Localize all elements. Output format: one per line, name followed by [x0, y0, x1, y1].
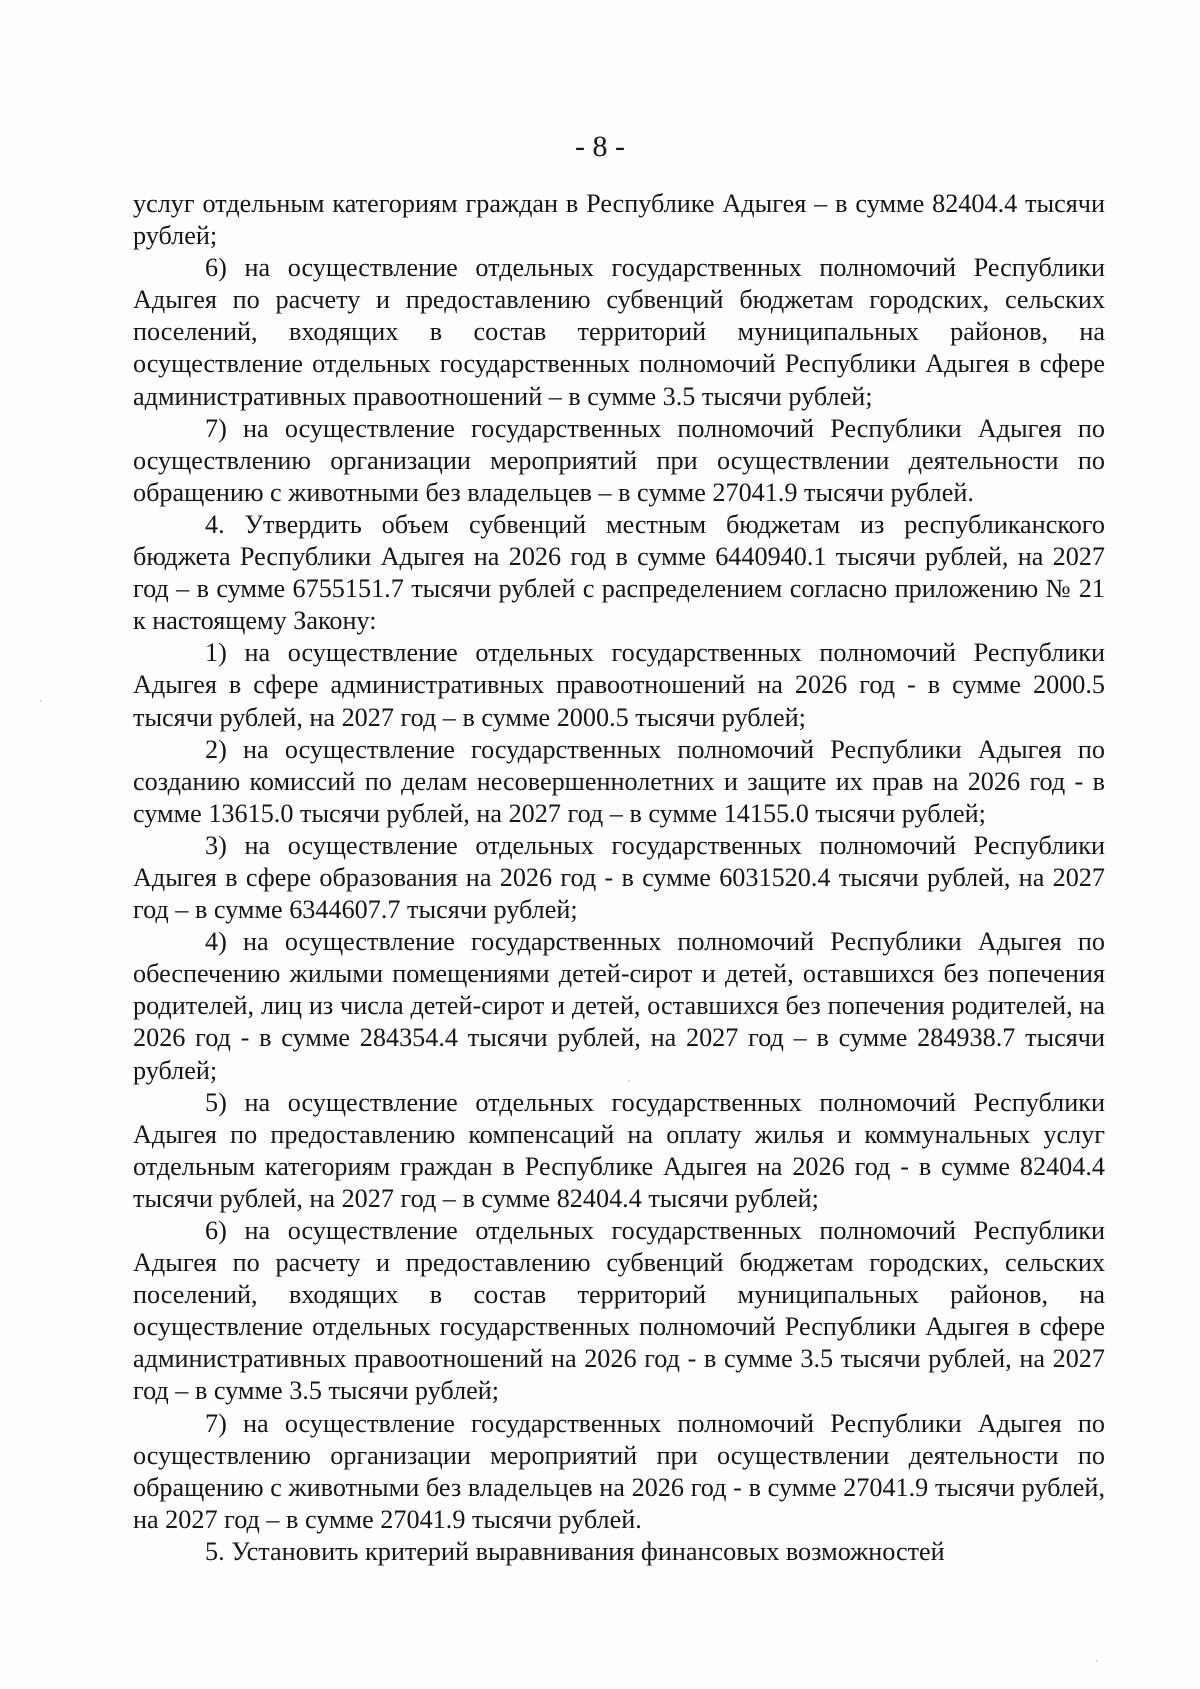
scan-speck [40, 700, 42, 702]
paragraph: 2) на осуществление государственных полномочий Республики Адыгея по созданию комиссий по делам несовершеннолетних и защите их прав на 2026 год - в сумме 13615.0 тысячи рублей, на 2027 год – в сумме 14155.0 тысячи рублей; [133, 734, 1105, 828]
paragraph: 4) на осуществление государственных полномочий Республики Адыгея по обеспечению жилыми помещениями детей-сирот и детей, оставшихся без попечения родителей, лиц из числа детей-сирот и детей, оставшихся без попечения родителей, на 2026 год - в сумме 284354.4 тысячи рублей, на 2027 год – в сумме 284938.7 тысячи рублей; [133, 927, 1105, 1085]
paragraph: 7) на осуществление государственных полномочий Республики Адыгея по осуществлению организации мероприятий при осуществлении деятельности по обращению с животными без владельцев – в сумме 27041.9 тысячи рублей. [133, 413, 1105, 507]
paragraph: 6) на осуществление отдельных государственных полномочий Республики Адыгея по расчету и предоставлению субвенций бюджетам городских, сельских поселений, входящих в состав территорий муниципальных районов, на осуществление отдельных государственных полномочий Республики Адыгея в сфере административных правоотношений на 2026 год - в сумме 3.5 тысячи рублей, на 2027 год – в сумме 3.5 тысячи рублей; [133, 1216, 1105, 1406]
page-number: - 8 - [575, 130, 625, 163]
scan-speck [628, 1080, 630, 1082]
paragraph: 7) на осуществление государственных полномочий Республики Адыгея по осуществлению организации мероприятий при осуществлении деятельности по обращению с животными без владельцев на 2026 год - в сумме 27041.9 тысячи рублей, на 2027 год – в сумме 27041.9 тысячи рублей. [133, 1408, 1105, 1534]
paragraph: 6) на осуществление отдельных государственных полномочий Республики Адыгея по расчету и предоставлению субвенций бюджетам городских, сельских поселений, входящих в состав территорий муниципальных районов, на осуществление отдельных государственных полномочий Республики Адыгея в сфере административных правоотношений – в сумме 3.5 тысячи рублей; [133, 253, 1105, 411]
paragraph: 5. Установить критерий выравнивания финансовых возможностей [205, 1536, 945, 1566]
paragraph: 3) на осуществление отдельных государственных полномочий Республики Адыгея в сфере образования на 2026 год - в сумме 6031520.4 тысячи рублей, на 2027 год – в сумме 6344607.7 тысячи рублей; [133, 830, 1105, 925]
scan-speck [1096, 1660, 1098, 1662]
paragraph: 5) на осуществление отдельных государственных полномочий Республики Адыгея по предоставлению компенсаций на оплату жилья и коммунальных услуг отдельным категориям граждан в Республике Адыгея на 2026 год - в сумме 82404.4 тысячи рублей, на 2027 год – в сумме 82404.4 тысячи рублей; [133, 1087, 1105, 1213]
paragraph: 1) на осуществление отдельных государственных полномочий Республики Адыгея в сфере административных правоотношений на 2026 год - в сумме 2000.5 тысячи рублей, на 2027 год – в сумме 2000.5 тысячи рублей; [133, 638, 1105, 732]
paragraph: услуг отдельным категориям граждан в Республике Адыгея – в сумме 82404.4 тысячи рублей; [133, 189, 1105, 251]
document-body [133, 188, 1105, 1568]
paragraph: 4. Утвердить объем субвенций местным бюджетам из республиканского бюджета Республики Адыгея на 2026 год в сумме 6440940.1 тысячи рублей, на 2027 год – в сумме 6755151.7 тысячи рублей с распределением согласно приложению № 21 к настоящему Закону: [133, 509, 1105, 636]
